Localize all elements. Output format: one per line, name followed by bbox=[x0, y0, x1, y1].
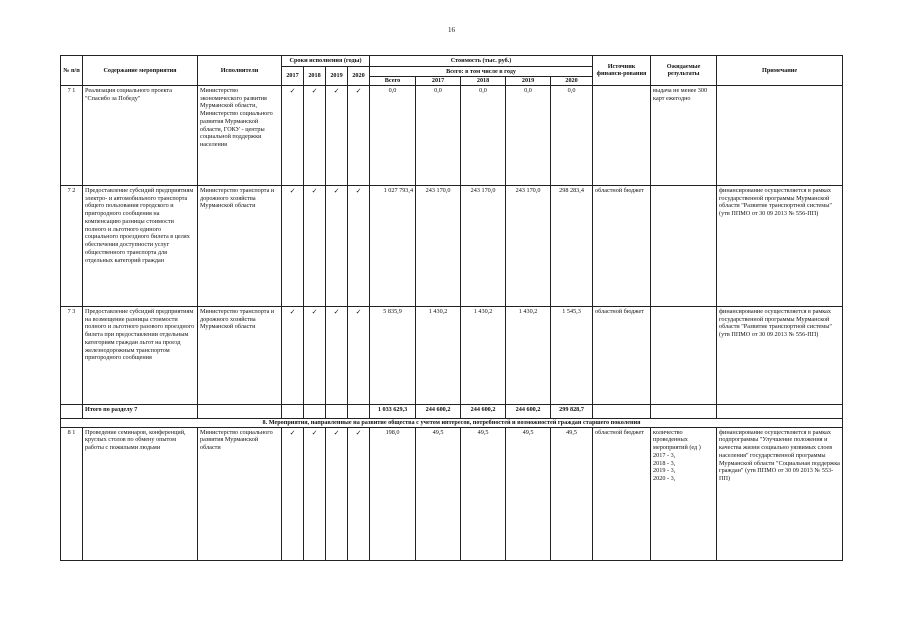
expected-line: 2018 - 3, bbox=[653, 459, 676, 467]
check-icon: ✓ bbox=[326, 306, 348, 404]
cost-2020: 0,0 bbox=[551, 85, 593, 185]
row-content: Предоставление субсидий предприятиям на возмещение разницы стоимости полного и льготного разового проездного билета при предоставлении отдельным категориям граждан льгот на проезд железнодорожным транспортом пригородного сообщения bbox=[83, 306, 198, 404]
check-icon: ✓ bbox=[348, 185, 370, 306]
header-executors: Исполнители bbox=[198, 56, 282, 86]
total-label: Итого по разделу 7 bbox=[83, 404, 198, 418]
expected-results bbox=[651, 185, 717, 306]
cost-total: 5 835,9 bbox=[370, 306, 416, 404]
row-content: Реализация социального проекта "Спасибо за Победу" bbox=[83, 85, 198, 185]
expected-line: количество проведенных мероприятий (ед ) bbox=[653, 428, 701, 451]
note bbox=[717, 85, 843, 185]
cost-2018: 49,5 bbox=[461, 427, 506, 560]
expected-results bbox=[651, 427, 717, 560]
funding-source: областной бюджет bbox=[593, 306, 651, 404]
cost-2020: 1 545,3 bbox=[551, 306, 593, 404]
note: финансирование осуществляется в рамках государственной программы Мурманской области "Развитие транспортной системы" (утв ППМО от 30 09 2013 № 556-ПП) bbox=[717, 306, 843, 404]
funding-source bbox=[593, 85, 651, 185]
total-empty-2018 bbox=[304, 404, 326, 418]
cost-2020: 49,5 bbox=[551, 427, 593, 560]
table-row bbox=[61, 427, 843, 560]
row-executors: Министерство социального развития Мурманской области bbox=[198, 427, 282, 560]
check-icon: ✓ bbox=[348, 85, 370, 185]
header-cost-2019: 2019 bbox=[506, 77, 551, 86]
cost-total: 0,0 bbox=[370, 85, 416, 185]
header-year-2019: 2019 bbox=[326, 67, 348, 86]
check-icon: ✓ bbox=[282, 185, 304, 306]
header-cost-2017: 2017 bbox=[416, 77, 461, 86]
check-icon: ✓ bbox=[326, 185, 348, 306]
total-cost-2019: 244 600,2 bbox=[506, 404, 551, 418]
row-content: Проведение семинаров, конференций, круглых столов по обмену опытом работы с пожилыми людьми bbox=[83, 427, 198, 560]
expected-results bbox=[651, 306, 717, 404]
expected-line: 2020 - 3, bbox=[653, 475, 676, 482]
cost-2019: 1 430,2 bbox=[506, 306, 551, 404]
check-icon: ✓ bbox=[326, 427, 348, 560]
check-icon: ✓ bbox=[282, 85, 304, 185]
header-source: Источник финанси-рования bbox=[593, 56, 651, 86]
header-cost-2018: 2018 bbox=[461, 77, 506, 86]
page-number: 16 bbox=[448, 26, 455, 34]
total-cost-2018: 244 600,2 bbox=[461, 404, 506, 418]
cost-2017: 243 170,0 bbox=[416, 185, 461, 306]
check-icon: ✓ bbox=[304, 185, 326, 306]
cost-2018: 243 170,0 bbox=[461, 185, 506, 306]
row-number: 8 1 bbox=[61, 427, 83, 560]
check-icon: ✓ bbox=[304, 85, 326, 185]
cost-2020: 298 283,4 bbox=[551, 185, 593, 306]
check-icon: ✓ bbox=[282, 306, 304, 404]
check-icon: ✓ bbox=[282, 427, 304, 560]
row-number: 7 3 bbox=[61, 306, 83, 404]
total-row bbox=[61, 404, 843, 418]
cost-2017: 1 430,2 bbox=[416, 306, 461, 404]
row-number: 7 2 bbox=[61, 185, 83, 306]
table-row bbox=[61, 185, 843, 306]
header-year-2018: 2018 bbox=[304, 67, 326, 86]
check-icon: ✓ bbox=[304, 306, 326, 404]
total-cost-total: 1 033 629,3 bbox=[370, 404, 416, 418]
note: финансирование осуществляется в рамках государственной программы Мурманской области "Развитие транспортной системы" (утв ППМО от 30 09 2013 № 556-ПП) bbox=[717, 185, 843, 306]
total-cost-2020: 299 828,7 bbox=[551, 404, 593, 418]
header-note: Примечание bbox=[717, 56, 843, 86]
total-empty-source bbox=[593, 404, 651, 418]
header-cost: Стоимость (тыс. руб.) bbox=[370, 56, 593, 67]
table-row bbox=[61, 85, 843, 185]
row-executors: Министерство транспорта и дорожного хозяйства Мурманской области bbox=[198, 306, 282, 404]
header-cost-sub: Всего: в том числе в году bbox=[370, 67, 593, 77]
row-executors: Министерство экономического развития Мурманской области, Министерство социального развития Мурманской области, ГОКУ - центры социальной поддержки населения bbox=[198, 85, 282, 185]
total-empty-expected bbox=[651, 404, 717, 418]
row-number: 7 1 bbox=[61, 85, 83, 185]
cost-2019: 0,0 bbox=[506, 85, 551, 185]
note: финансирование осуществляется в рамках подпрограммы "Улучшение положения и качества жизни социально уязвимых слоев населения" государственной программы Мурманской области "Социальная поддержка граждан" (утв ППМО от 30 09 2013 № 553-ПП) bbox=[717, 427, 843, 560]
check-icon: ✓ bbox=[348, 306, 370, 404]
header-year-2017: 2017 bbox=[282, 67, 304, 86]
total-empty-2017 bbox=[282, 404, 304, 418]
expected-results: выдача не менее 300 карт ежегодно bbox=[651, 85, 717, 185]
row-content: Предоставление субсидий предприятиям электро- и автомобильного транспорта общего пользования городского и пригородного сообщения на компенсацию разницы стоимости полного и льготного единого социального проездного билета в целях обеспечения доступности услуг общественного транспорта для отдельных категорий граждан bbox=[83, 185, 198, 306]
section-8-title: 8. Мероприятия, направленные на развитие общества с учетом интересов, потребностей и возможностей граждан старшего поколения bbox=[61, 418, 843, 427]
check-icon: ✓ bbox=[304, 427, 326, 560]
funding-source: областной бюджет bbox=[593, 185, 651, 306]
total-empty-executors bbox=[198, 404, 282, 418]
header-cost-2020: 2020 bbox=[551, 77, 593, 86]
total-empty-2020 bbox=[348, 404, 370, 418]
table-row bbox=[61, 306, 843, 404]
cost-2017: 0,0 bbox=[416, 85, 461, 185]
header-row-1 bbox=[61, 56, 843, 67]
cost-2018: 1 430,2 bbox=[461, 306, 506, 404]
header-cost-total: Всего bbox=[370, 77, 416, 86]
header-terms: Сроки исполнения (годы) bbox=[282, 56, 370, 67]
check-icon: ✓ bbox=[348, 427, 370, 560]
check-icon: ✓ bbox=[326, 85, 348, 185]
cost-2019: 243 170,0 bbox=[506, 185, 551, 306]
header-expected: Ожидаемые результаты bbox=[651, 56, 717, 86]
cost-total: 198,0 bbox=[370, 427, 416, 560]
header-year-2020: 2020 bbox=[348, 67, 370, 86]
header-no: № п/п bbox=[61, 56, 83, 86]
expected-line: 2017 - 3, bbox=[653, 451, 676, 459]
cost-total: 1 027 793,4 bbox=[370, 185, 416, 306]
total-empty-2019 bbox=[326, 404, 348, 418]
row-executors: Министерство транспорта и дорожного хозяйства Мурманской области bbox=[198, 185, 282, 306]
cost-2019: 49,5 bbox=[506, 427, 551, 560]
header-content: Содержание мероприятия bbox=[83, 56, 198, 86]
expected-line: 2019 - 3, bbox=[653, 467, 676, 475]
cost-2018: 0,0 bbox=[461, 85, 506, 185]
total-empty-note bbox=[717, 404, 843, 418]
total-empty-no bbox=[61, 404, 83, 418]
measures-table bbox=[60, 55, 843, 561]
total-cost-2017: 244 600,2 bbox=[416, 404, 461, 418]
funding-source: областной бюджет bbox=[593, 427, 651, 560]
cost-2017: 49,5 bbox=[416, 427, 461, 560]
section-header-row bbox=[61, 418, 843, 427]
